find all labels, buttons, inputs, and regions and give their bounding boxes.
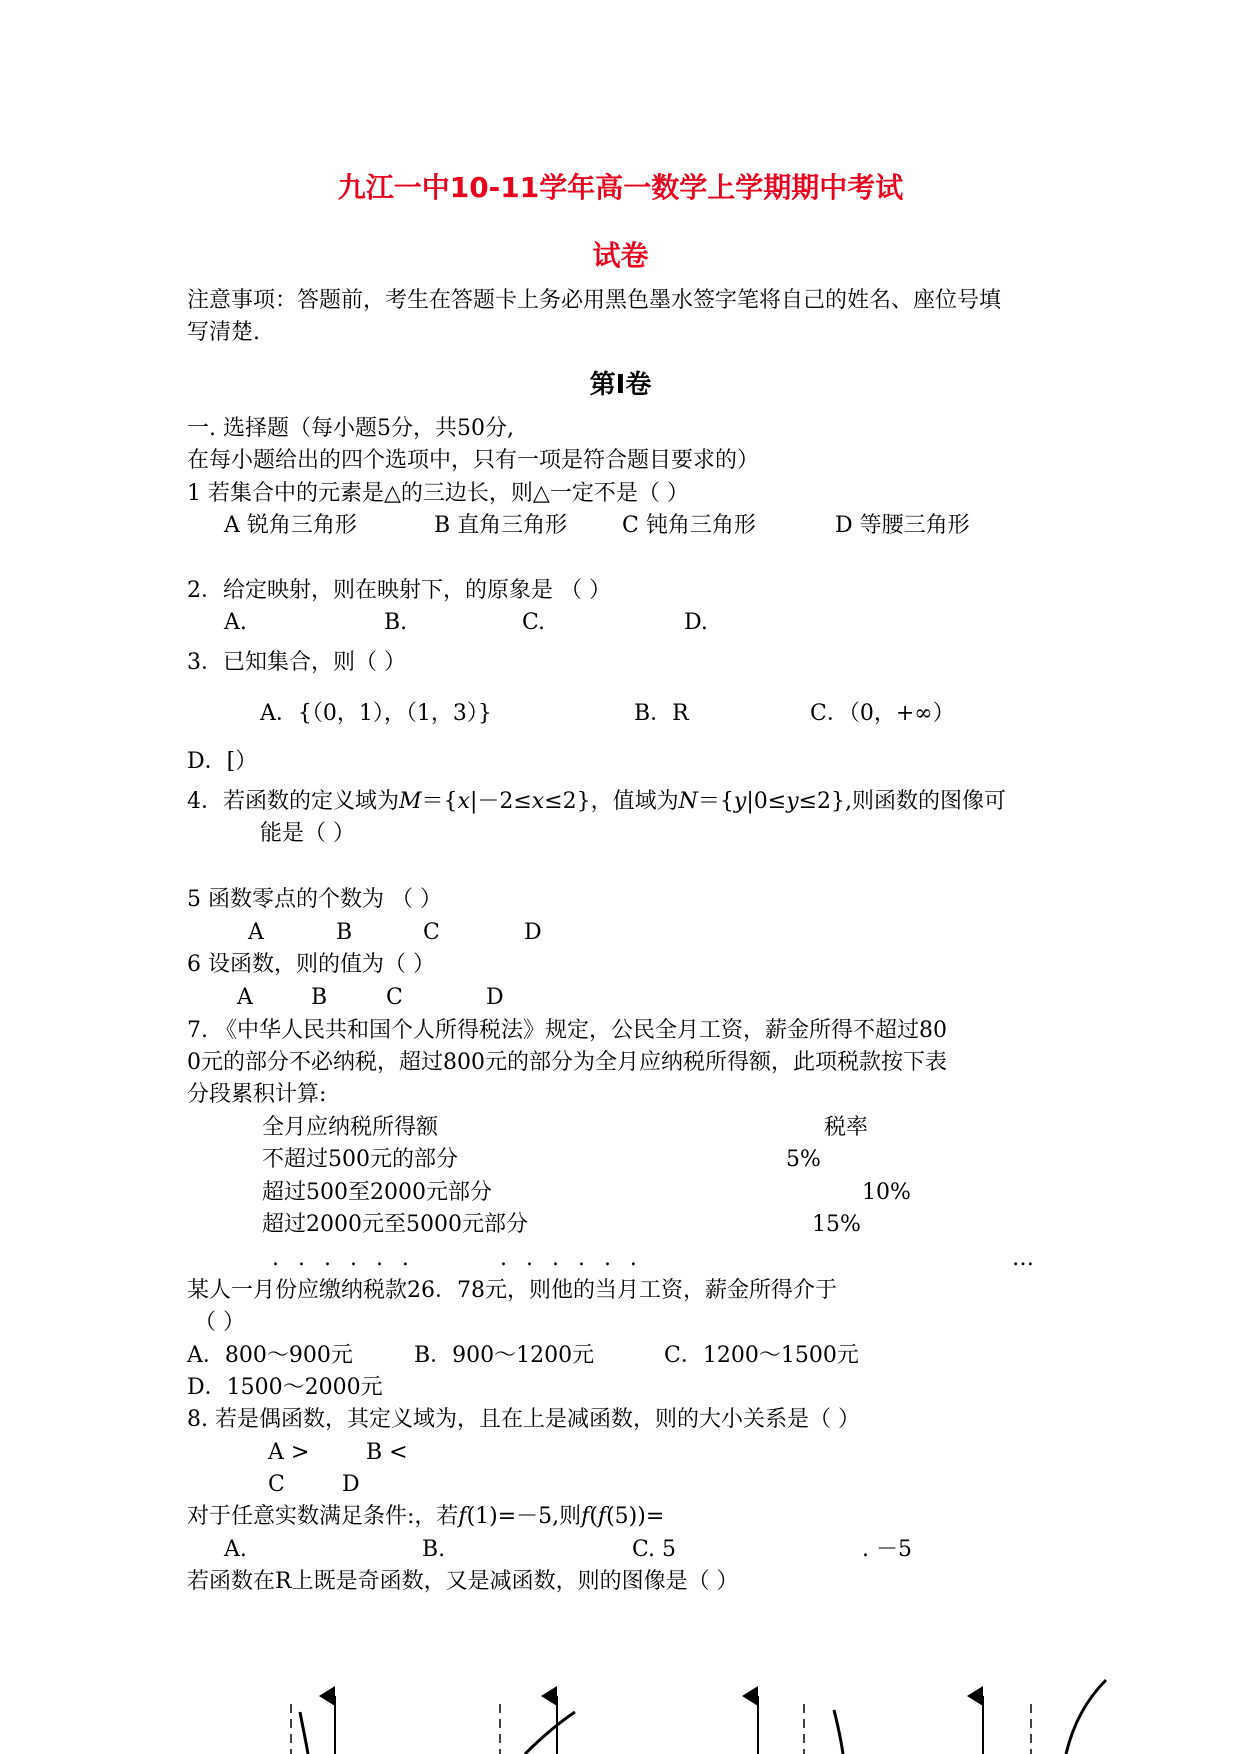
q5-option-b: B	[336, 920, 353, 945]
notice-line-1: 注意事项：答题前，考生在答题卡上务必用黑色墨水签字笔将自己的姓名、座位号填	[187, 288, 1002, 313]
q10-graph-b	[500, 1696, 575, 1754]
q5-option-c: C	[423, 920, 440, 945]
q2-option-d: D.	[684, 610, 708, 635]
q9-option-d: . －5	[862, 1537, 912, 1562]
tax-table-ellipsis-mid: . . . . . .	[500, 1246, 643, 1271]
page-subtitle: 试卷	[592, 239, 649, 272]
q10-graph-options	[0, 1660, 1241, 1754]
q4-stem-line-2: 能是（ ）	[260, 821, 355, 846]
tax-table-row-1-rate: 5%	[786, 1147, 821, 1172]
q1-option-d: D 等腰三角形	[835, 513, 970, 538]
q4-stem: 4．若函数的定义域为M＝{x|－2≤x≤2}，值域为N＝{y|0≤y≤2},则函数的图像可	[187, 789, 1007, 814]
q1-option-a: A 锐角三角形	[224, 513, 357, 538]
tax-table-row-3-rate: 15%	[812, 1212, 861, 1237]
q3-option-c: C．（0，+∞）	[810, 701, 955, 726]
part1-heading: 一. 选择题（每小题5分，共50分,	[187, 416, 514, 441]
q7-answer-blank: （ ）	[194, 1310, 245, 1335]
q3-option-d: D．[）	[187, 749, 258, 774]
q8-option-b: B <	[366, 1440, 408, 1465]
q5-option-a: A	[248, 920, 264, 945]
tax-table-ellipsis-left: . . . . . .	[272, 1246, 415, 1271]
tax-table-ellipsis-right: …	[1012, 1246, 1034, 1271]
q2-option-a: A.	[224, 610, 247, 635]
q7-line-2: 0元的部分不必纳税，超过800元的部分为全月应纳税所得额，此项税款按下表	[187, 1050, 947, 1075]
q7-option-b: B．900～1200元	[414, 1343, 595, 1368]
tax-table-row-3-income: 超过2000元至5000元部分	[262, 1212, 528, 1237]
tax-table-row-2-income: 超过500至2000元部分	[262, 1180, 492, 1205]
notice-line-2: 写清楚.	[187, 320, 260, 345]
q6-option-a: A	[237, 985, 253, 1010]
q2-option-c: C.	[522, 610, 546, 635]
q3-stem: 3．已知集合，则（ ）	[187, 650, 406, 675]
q1-option-b: B 直角三角形	[434, 513, 568, 538]
q8-stem: 8. 若是偶函数，其定义域为，且在上是减函数，则的大小关系是（ ）	[187, 1407, 860, 1432]
q10-graph-a	[291, 1696, 335, 1754]
q8-option-c: C	[268, 1472, 285, 1497]
section-title: 第I卷	[589, 370, 652, 400]
q10-stem: 若函数在R上既是奇函数，又是减函数，则的图像是（ ）	[187, 1569, 739, 1594]
q6-stem: 6 设函数，则的值为（ ）	[187, 952, 435, 977]
q9-stem: 对于任意实数满足条件:，若f(1)=－5,则f(f(5))=	[187, 1504, 665, 1529]
q7-option-c: C．1200～1500元	[664, 1343, 859, 1368]
tax-table-header-income: 全月应纳税所得额	[262, 1115, 439, 1140]
q5-stem: 5 函数零点的个数为 （ ）	[187, 887, 442, 912]
tax-table-row-1-income: 不超过500元的部分	[262, 1147, 458, 1172]
q9-option-c: C. 5	[632, 1537, 677, 1562]
q10-graph-c	[758, 1696, 843, 1754]
q7-option-d: D．1500～2000元	[187, 1375, 383, 1400]
q7-line-1: 7. 《中华人民共和国个人所得税法》规定，公民全月工资，薪金所得不超过80	[187, 1018, 947, 1043]
q6-option-c: C	[386, 985, 403, 1010]
tax-table-header-rate: 税率	[824, 1115, 869, 1140]
q10-graph-d	[983, 1680, 1106, 1754]
q3-option-b: B．R	[634, 701, 689, 726]
q7-line-4: 某人一月份应缴纳税款26．78元，则他的当月工资，薪金所得介于	[187, 1278, 837, 1303]
q5-option-d: D	[524, 920, 542, 945]
q3-option-a: A．{（0，1），（1，3）}	[260, 701, 492, 726]
q8-option-a: A >	[268, 1440, 310, 1465]
part1-instructions: 在每小题给出的四个选项中，只有一项是符合题目要求的）	[187, 448, 760, 473]
q9-option-a: A.	[224, 1537, 247, 1562]
q6-option-d: D	[486, 985, 504, 1010]
q2-option-b: B.	[384, 610, 408, 635]
q8-option-d: D	[342, 1472, 360, 1497]
q7-option-a: A．800～900元	[187, 1343, 353, 1368]
q6-option-b: B	[311, 985, 328, 1010]
tax-table-row-2-rate: 10%	[862, 1180, 911, 1205]
page-title: 九江一中10-11学年高一数学上学期期中考试	[337, 171, 904, 204]
q1-stem: 1 若集合中的元素是△的三边长，则△一定不是（ ）	[187, 481, 689, 506]
q2-stem: 2．给定映射，则在映射下，的原象是 （ ）	[187, 578, 611, 603]
q7-line-3: 分段累积计算:	[187, 1082, 327, 1107]
q9-option-b: B.	[422, 1537, 446, 1562]
q1-option-c: C 钝角三角形	[622, 513, 756, 538]
